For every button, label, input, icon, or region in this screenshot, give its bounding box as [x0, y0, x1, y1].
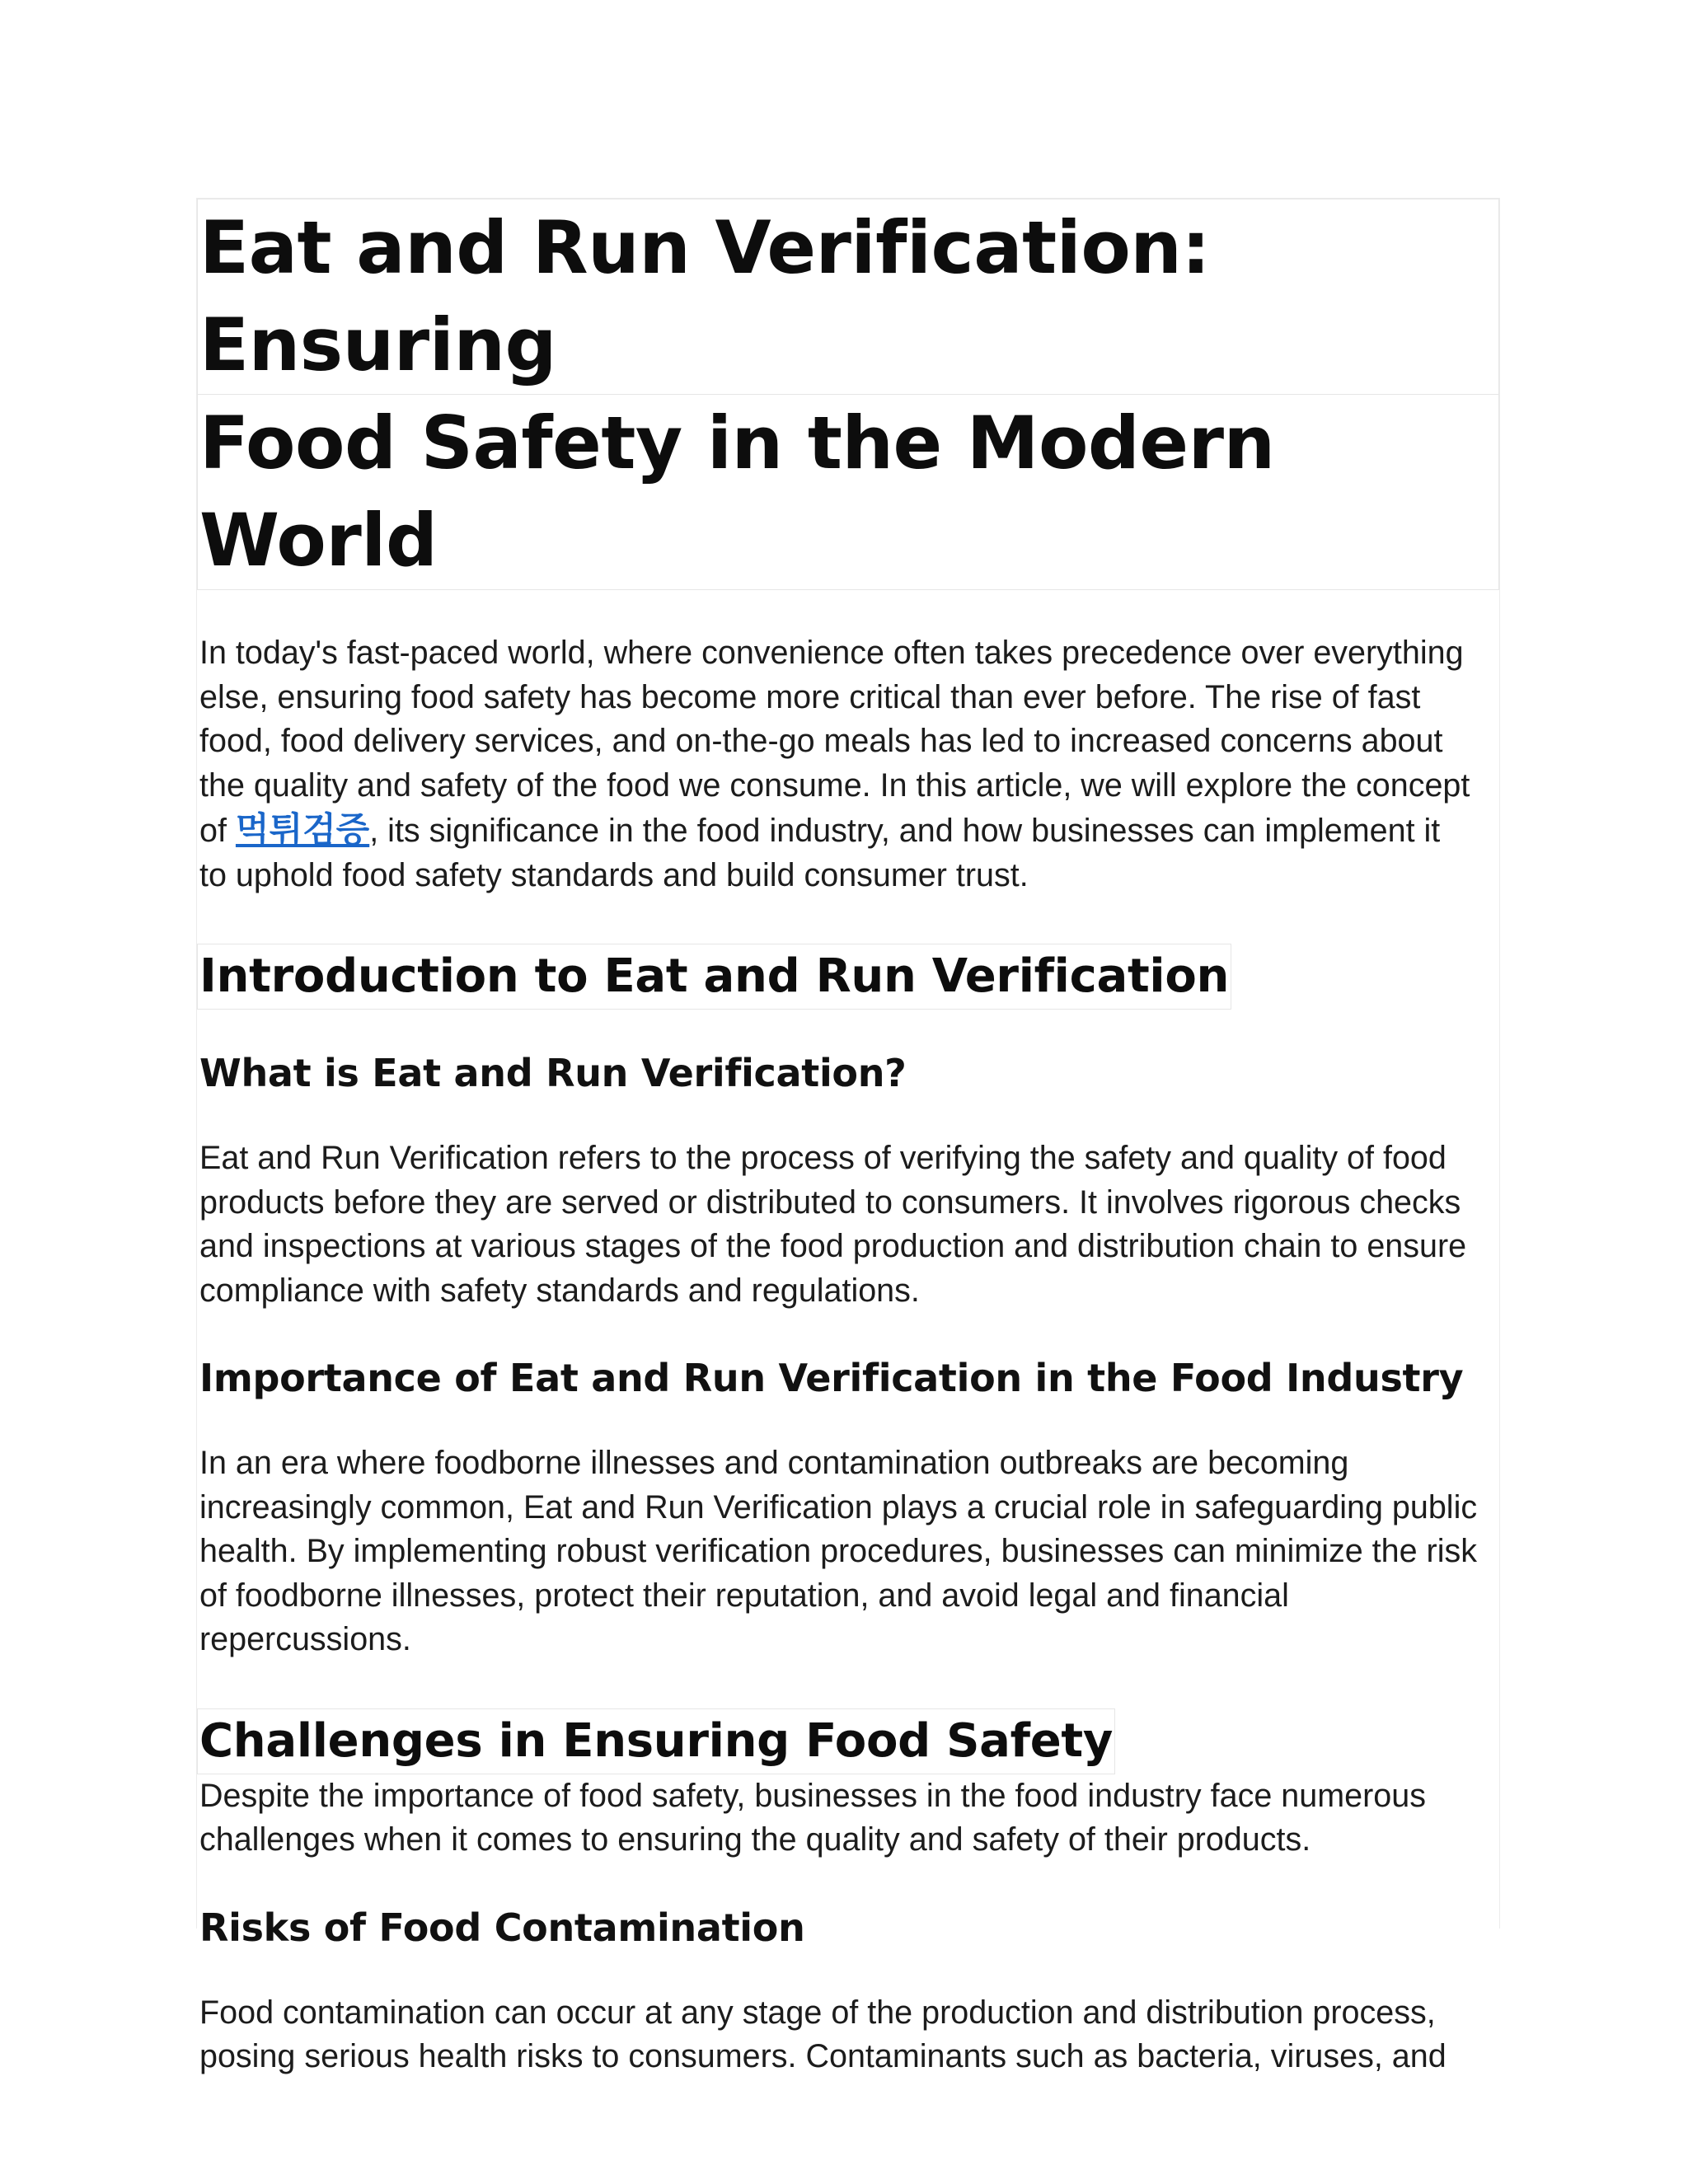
article-title: [197, 199, 1499, 590]
keyword-link[interactable]: 먹튀검증: [235, 810, 370, 849]
title-line-2: Food Safety in the Modern World: [197, 395, 1499, 590]
sub-heading-what-is: What is Eat and Run Verification?: [199, 1051, 907, 1095]
intro-text-after-link: , its significance in the food industry, and how businesses can implement it to uphold food safety standards and build consumer trust.: [199, 813, 1441, 893]
section-2-heading: Challenges in Ensuring Food Safety: [197, 1708, 1115, 1774]
challenges-paragraph: Despite the importance of food safety, businesses in the food industry face numerous challenges when it comes to ensuring the quality and safety of their products.: [199, 1777, 1426, 1858]
title-line-1: Eat and Run Verification: Ensuring: [197, 199, 1499, 395]
section-1-heading: Introduction to Eat and Run Verification: [197, 944, 1231, 1010]
sub-heading-importance: Importance of Eat and Run Verification in the Food Industry: [199, 1356, 1464, 1400]
what-is-paragraph: Eat and Run Verification refers to the process of verifying the safety and quality of food products before they are served or distributed to consumers. It involves rigorous checks and inspections at various stages of the food production and distribution chain to ensure compliance with safety standards and regulations.: [199, 1140, 1467, 1309]
sub-heading-risks: Risks of Food Contamination: [199, 1905, 805, 1950]
intro-paragraph: [197, 631, 1473, 898]
section-1: [197, 944, 1499, 1010]
document-page: [196, 198, 1500, 2074]
importance-paragraph: In an era where foodborne illnesses and contamination outbreaks are becoming increasingly common, Eat and Run Verification plays a crucial role in safeguarding public health. By implementing robust verification procedures, businesses can minimize the risk of foodborne illnesses, protect their reputation, and avoid legal and financial repercussions.: [199, 1445, 1478, 1657]
risks-paragraph: Food contamination can occur at any stage of the production and distribution process, posing serious health risks to consumers. Contaminants such as bacteria, viruses, and: [199, 1994, 1447, 2074]
intro-text-before-link: In today's fast-paced world, where convenience often takes precedence over everything else, ensuring food safety has become more critical than ever before. The rise of fast food, food delivery services, and on-the-go meals has led to increased concerns about the quality and safety of the food we consume. In this article, we will explore the concept of: [199, 635, 1470, 849]
section-2: [197, 1708, 1499, 1774]
